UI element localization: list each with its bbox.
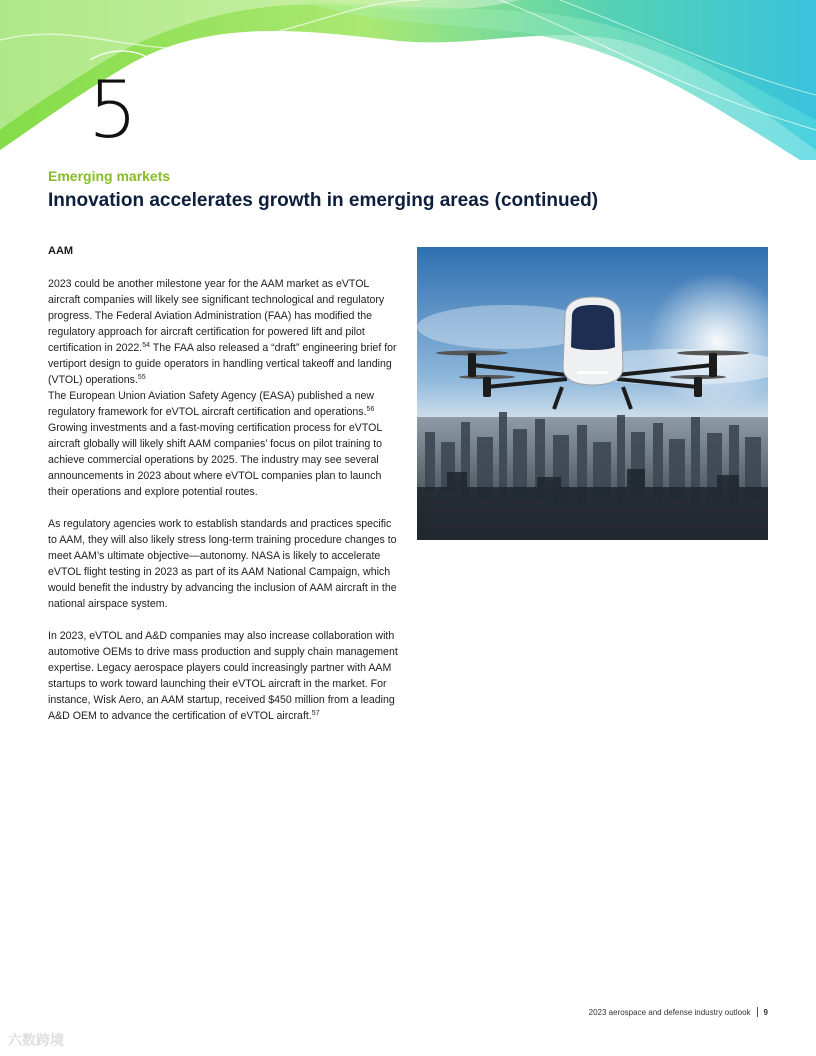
footer-divider — [757, 1007, 758, 1017]
chapter-number: 5 — [88, 66, 138, 156]
footer-report-title: 2023 aerospace and defense industry outlook — [588, 1008, 751, 1017]
footnote-ref: 55 — [137, 374, 146, 381]
body-text-column — [48, 276, 400, 740]
page-title: Innovation accelerates growth in emerging areas (continued) — [48, 190, 599, 211]
page-number: 9 — [763, 1008, 768, 1017]
paragraph-2: As regulatory agencies work to establish standards and practices specific to AAM, they will also likely stress long-term training procedure changes to meet AAM’s ultimate objective—autonomy. NASA is likely to accelerate eVTOL flight testing in 2023 as part of its AAM National Campaign, which would benefit the industry by advancing the inclusion of AAM aircraft in the national airspace system. — [48, 518, 397, 610]
chapter-eyebrow: Emerging markets — [48, 168, 171, 184]
watermark: 六数跨境 — [8, 1032, 64, 1048]
footnote-ref: 56 — [366, 406, 375, 413]
footnote-ref: 54 — [142, 342, 151, 349]
section-heading: AAM — [48, 245, 74, 257]
paragraph-3: In 2023, eVTOL and A&D companies may also increase collaboration with automotive OEMs to drive mass production and supply chain management expertise. Legacy aerospace players could increasingly partner with AAM startups to work toward launching their eVTOL aircraft in the market. For instance, Wisk Aero, an AAM startup, received $450 million from a leading A&D OEM to advance the certification of eVTOL aircraft.$^{57}$ — [48, 630, 398, 722]
evtol-drone-city-photo — [417, 247, 768, 540]
footnote-ref: 57 — [311, 710, 320, 717]
paragraph-1: 2023 could be another milestone year for the AAM market as eVTOL aircraft companies will likely see significant technological and regulatory progress. The Federal Aviation Administration (FAA) has modified the regulatory approach for aircraft certification for powered lift and pilot certification in 2022.54 The FAA also released a “draft” engineering brief for vertiport design to guide operators in handling vertical takeoff and landing (VTOL) operations.$^{55}$ The European Union Aviation Safety Agency (EASA) published a new regulatory framework for eVTOL aircraft certification and operations.$^{56}$ Growing investments and a fast-moving certification process for eVTOL aircraft globally will likely shift AAM companies’ focus on pilot training to achieve commercial operations by 2025. The industry may see several announcements in 2023 about where eVTOL companies plan to launch their operations and explore potential routes. — [48, 278, 397, 498]
page-footer — [589, 1007, 768, 1017]
